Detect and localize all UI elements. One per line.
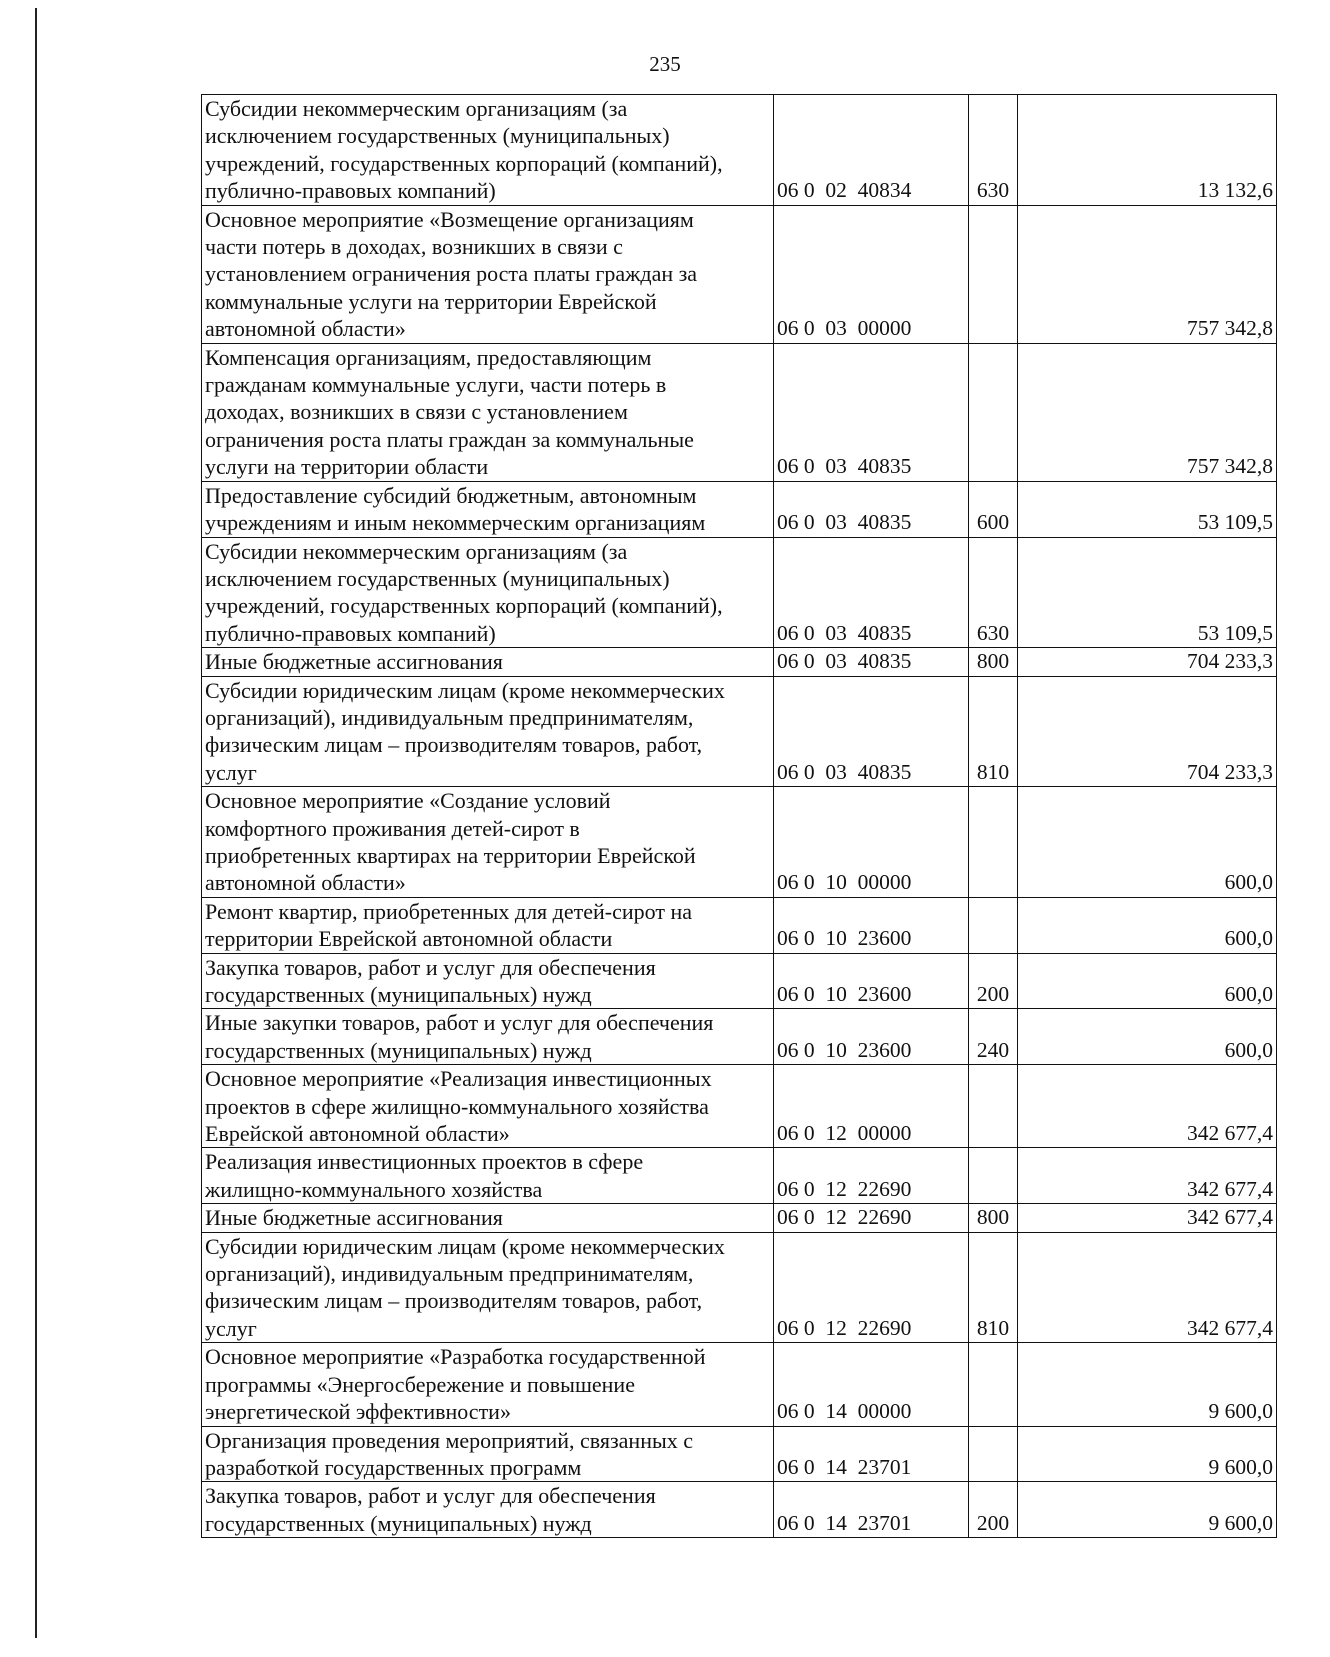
row-description: [202, 1148, 774, 1204]
description-line: разработкой государственных программ: [205, 1454, 582, 1480]
row-expense-type: [969, 1426, 1018, 1482]
row-target-code: 06 0 03 40835: [774, 481, 969, 537]
row-description: [202, 205, 774, 343]
row-target-code: 06 0 03 40835: [774, 343, 969, 481]
table-row: [202, 1482, 1277, 1538]
description-line: Субсидии юридическим лицам (кроме некоммерческих: [205, 677, 725, 703]
row-amount: 600,0: [1018, 1009, 1277, 1065]
left-margin-line: [35, 8, 37, 1638]
row-target-code: 06 0 10 23600: [774, 953, 969, 1009]
description-line: Иные закупки товаров, работ и услуг для обеспечения: [205, 1010, 714, 1036]
row-expense-type: 630: [969, 95, 1018, 206]
table-row: [202, 648, 1277, 676]
row-expense-type: 200: [969, 953, 1018, 1009]
table-row: [202, 95, 1277, 206]
description-line: ограничения роста платы граждан за коммунальные: [205, 426, 694, 452]
row-target-code: 06 0 10 00000: [774, 787, 969, 898]
table-row: [202, 537, 1277, 648]
description-line: Основное мероприятие «Реализация инвестиционных: [205, 1066, 712, 1092]
description-line: автономной области»: [205, 316, 406, 342]
row-amount: 757 342,8: [1018, 343, 1277, 481]
row-description: [202, 537, 774, 648]
description-line: коммунальные услуги на территории Еврейской: [205, 288, 657, 314]
description-line: Предоставление субсидий бюджетным, автономным: [205, 482, 697, 508]
row-amount: 342 677,4: [1018, 1065, 1277, 1148]
description-line: учреждениям и иным некоммерческим организациям: [205, 510, 706, 536]
description-line: Закупка товаров, работ и услуг для обеспечения: [205, 1483, 656, 1509]
description-line: территории Еврейской автономной области: [205, 926, 613, 952]
row-expense-type: [969, 1148, 1018, 1204]
row-target-code: 06 0 10 23600: [774, 897, 969, 953]
row-target-code: 06 0 10 23600: [774, 1009, 969, 1065]
description-line: приобретенных квартирах на территории Еврейской: [205, 842, 696, 868]
row-expense-type: 800: [969, 1204, 1018, 1232]
description-line: учреждений, государственных корпораций (компаний),: [205, 150, 723, 176]
description-line: Субсидии некоммерческим организациям (за: [205, 538, 628, 564]
row-amount: 600,0: [1018, 787, 1277, 898]
budget-table-body: [202, 95, 1277, 1538]
description-line: услуг: [205, 759, 257, 785]
row-expense-type: 240: [969, 1009, 1018, 1065]
row-amount: 757 342,8: [1018, 205, 1277, 343]
description-line: Основное мероприятие «Возмещение организациям: [205, 206, 694, 232]
row-amount: 53 109,5: [1018, 537, 1277, 648]
table-row: [202, 1009, 1277, 1065]
row-expense-type: 800: [969, 648, 1018, 676]
description-line: Иные бюджетные ассигнования: [205, 1205, 503, 1231]
description-line: организаций), индивидуальным предпринимателям,: [205, 704, 694, 730]
description-line: автономной области»: [205, 870, 406, 896]
row-target-code: 06 0 12 00000: [774, 1065, 969, 1148]
description-line: Основное мероприятие «Создание условий: [205, 788, 611, 814]
row-description: [202, 953, 774, 1009]
description-line: Основное мероприятие «Разработка государственной: [205, 1344, 706, 1370]
description-line: публично-правовых компаний): [205, 620, 496, 646]
row-amount: 342 677,4: [1018, 1148, 1277, 1204]
row-expense-type: [969, 787, 1018, 898]
table-row: [202, 1343, 1277, 1426]
row-target-code: 06 0 14 23701: [774, 1482, 969, 1538]
description-line: проектов в сфере жилищно-коммунального хозяйства: [205, 1093, 709, 1119]
description-line: учреждений, государственных корпораций (компаний),: [205, 593, 723, 619]
row-amount: 53 109,5: [1018, 481, 1277, 537]
description-line: гражданам коммунальные услуги, части потерь в: [205, 372, 667, 398]
table-row: [202, 1426, 1277, 1482]
row-target-code: 06 0 02 40834: [774, 95, 969, 206]
description-line: государственных (муниципальных) нужд: [205, 1510, 592, 1536]
row-expense-type: [969, 897, 1018, 953]
row-amount: 9 600,0: [1018, 1482, 1277, 1538]
row-target-code: 06 0 12 22690: [774, 1232, 969, 1343]
table-row: [202, 897, 1277, 953]
row-expense-type: 810: [969, 676, 1018, 787]
row-description: [202, 897, 774, 953]
row-expense-type: 810: [969, 1232, 1018, 1343]
description-line: Ремонт квартир, приобретенных для детей-сирот на: [205, 898, 693, 924]
table-row: [202, 787, 1277, 898]
row-expense-type: 630: [969, 537, 1018, 648]
row-target-code: 06 0 12 22690: [774, 1148, 969, 1204]
row-description: [202, 1009, 774, 1065]
description-line: Субсидии некоммерческим организациям (за: [205, 96, 628, 121]
description-line: Субсидии юридическим лицам (кроме некоммерческих: [205, 1233, 725, 1259]
description-line: физическим лицам – производителям товаров, работ,: [205, 1288, 703, 1314]
row-description: [202, 648, 774, 676]
row-target-code: 06 0 14 23701: [774, 1426, 969, 1482]
row-expense-type: [969, 1065, 1018, 1148]
row-target-code: 06 0 03 00000: [774, 205, 969, 343]
description-line: жилищно-коммунального хозяйства: [205, 1176, 543, 1202]
table-row: [202, 1148, 1277, 1204]
row-description: [202, 1426, 774, 1482]
row-target-code: 06 0 12 22690: [774, 1204, 969, 1232]
description-line: части потерь в доходах, возникших в связи с: [205, 234, 623, 260]
description-line: программы «Энергосбережение и повышение: [205, 1371, 635, 1397]
description-line: услуг: [205, 1315, 257, 1341]
row-amount: 600,0: [1018, 897, 1277, 953]
table-row: [202, 1065, 1277, 1148]
row-description: [202, 343, 774, 481]
description-line: комфортного проживания детей-сирот в: [205, 815, 580, 841]
row-description: [202, 676, 774, 787]
row-expense-type: [969, 343, 1018, 481]
row-expense-type: 600: [969, 481, 1018, 537]
row-amount: 704 233,3: [1018, 648, 1277, 676]
row-amount: 9 600,0: [1018, 1343, 1277, 1426]
row-description: [202, 787, 774, 898]
table-row: [202, 205, 1277, 343]
row-target-code: 06 0 14 00000: [774, 1343, 969, 1426]
row-amount: 600,0: [1018, 953, 1277, 1009]
row-expense-type: [969, 1343, 1018, 1426]
row-amount: 704 233,3: [1018, 676, 1277, 787]
row-amount: 342 677,4: [1018, 1232, 1277, 1343]
description-line: Компенсация организациям, предоставляющим: [205, 344, 652, 370]
description-line: государственных (муниципальных) нужд: [205, 1037, 592, 1063]
description-line: Иные бюджетные ассигнования: [205, 649, 503, 675]
row-description: [202, 95, 774, 206]
description-line: услуги на территории области: [205, 454, 489, 480]
row-description: [202, 1232, 774, 1343]
row-target-code: 06 0 03 40835: [774, 648, 969, 676]
table-row: [202, 1204, 1277, 1232]
description-line: физическим лицам – производителям товаров, работ,: [205, 732, 703, 758]
table-row: [202, 1232, 1277, 1343]
description-line: публично-правовых компаний): [205, 178, 496, 204]
description-line: организаций), индивидуальным предпринимателям,: [205, 1261, 694, 1287]
description-line: энергетической эффективности»: [205, 1399, 511, 1425]
row-target-code: 06 0 03 40835: [774, 537, 969, 648]
row-description: [202, 1204, 774, 1232]
row-description: [202, 1065, 774, 1148]
description-line: Закупка товаров, работ и услуг для обеспечения: [205, 954, 656, 980]
row-expense-type: [969, 205, 1018, 343]
page-number: 235: [649, 52, 681, 76]
description-line: государственных (муниципальных) нужд: [205, 982, 592, 1007]
budget-table: [201, 94, 1277, 1538]
description-line: Еврейской автономной области»: [205, 1121, 510, 1147]
table-row: [202, 676, 1277, 787]
description-line: Реализация инвестиционных проектов в сфере: [205, 1149, 644, 1175]
table-row: [202, 481, 1277, 537]
row-description: [202, 1343, 774, 1426]
description-line: доходах, возникших в связи с установлением: [205, 399, 628, 425]
row-amount: 342 677,4: [1018, 1204, 1277, 1232]
row-expense-type: 200: [969, 1482, 1018, 1538]
description-line: исключением государственных (муниципальных): [205, 565, 670, 591]
description-line: установлением ограничения роста платы граждан за: [205, 261, 698, 287]
row-target-code: 06 0 03 40835: [774, 676, 969, 787]
table-row: [202, 953, 1277, 1009]
description-line: исключением государственных (муниципальных): [205, 123, 670, 149]
row-description: [202, 481, 774, 537]
description-line: Организация проведения мероприятий, связанных с: [205, 1427, 694, 1453]
row-amount: 13 132,6: [1018, 95, 1277, 206]
row-amount: 9 600,0: [1018, 1426, 1277, 1482]
table-row: [202, 343, 1277, 481]
row-description: [202, 1482, 774, 1538]
